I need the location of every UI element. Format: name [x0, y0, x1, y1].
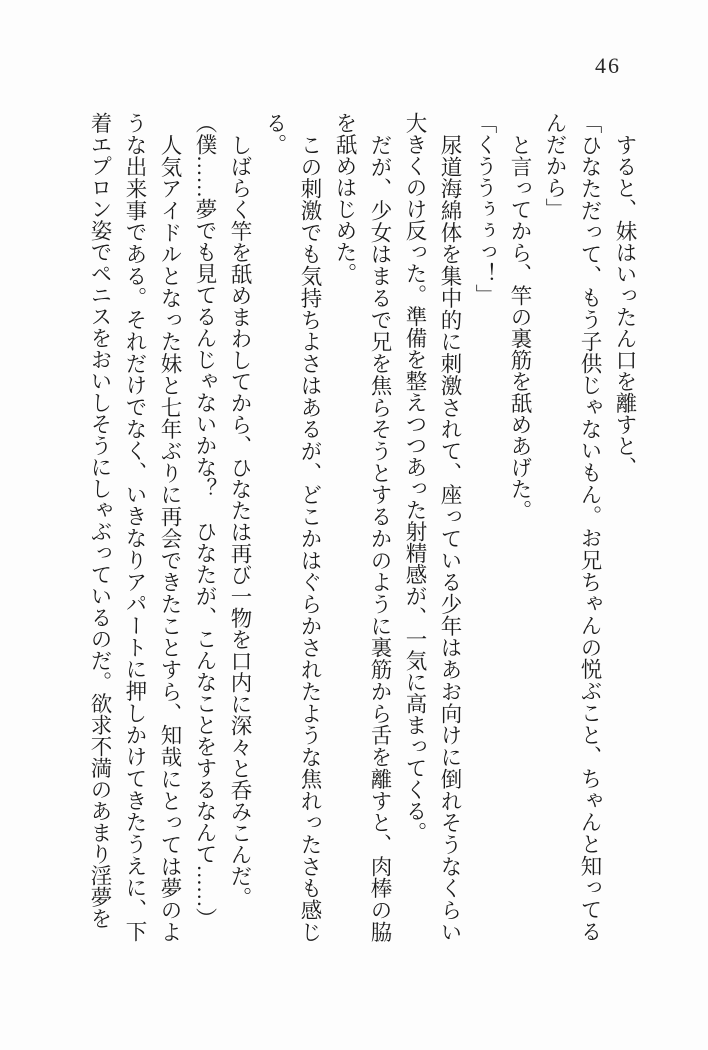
paragraph: しばらく竿を舐めまわしてから、ひなたは再び一物を口内に深々と呑みこんだ。: [228, 133, 252, 908]
paragraph: 「ひなただって、もう子供じゃないもん。お兄ちゃんの悦ぶこと、ちゃんと知ってるんだから」: [543, 112, 602, 942]
paragraph: 人気アイドルとなった妹と七年ぶりに再会できたことすら、知哉にとっては夢のような出来事である。それだけでなく、いきなりアパートに押しかけてきたうえに、下着エプロン姿でペニスをおいしそうにしゃぶっているのだ。欲求不満のあまり淫夢を: [88, 112, 182, 942]
paragraph: （僕……夢でも見てるんじゃないかな？ ひなたが、こんなことをするなんて……）: [193, 112, 217, 929]
paragraph: だが、少女はまるで兄を焦らそうとするかのように裏筋から舌を離すと、肉棒の脇を舐めはじめた。: [333, 112, 392, 942]
paragraph: と言ってから、竿の裏筋を舐めあげた。: [508, 133, 532, 521]
paragraph: 尿道海綿体を集中的に刺激されて、座っている少年はあお向けに倒れそうなくらい大きくのけ反った。準備を整えつつあった射精感が、一気に高まってくる。: [403, 112, 462, 942]
page-number: 46: [595, 53, 621, 78]
paragraph: すると、妹はいったん口を離すと、: [613, 133, 637, 478]
paragraph: 「くううぅぅっ！」: [473, 112, 497, 306]
page-text: [76, 112, 642, 942]
paragraph: この刺激でも気持ちよさはあるが、どこかはぐらかされたような焦れったさも感じる。: [263, 112, 322, 942]
